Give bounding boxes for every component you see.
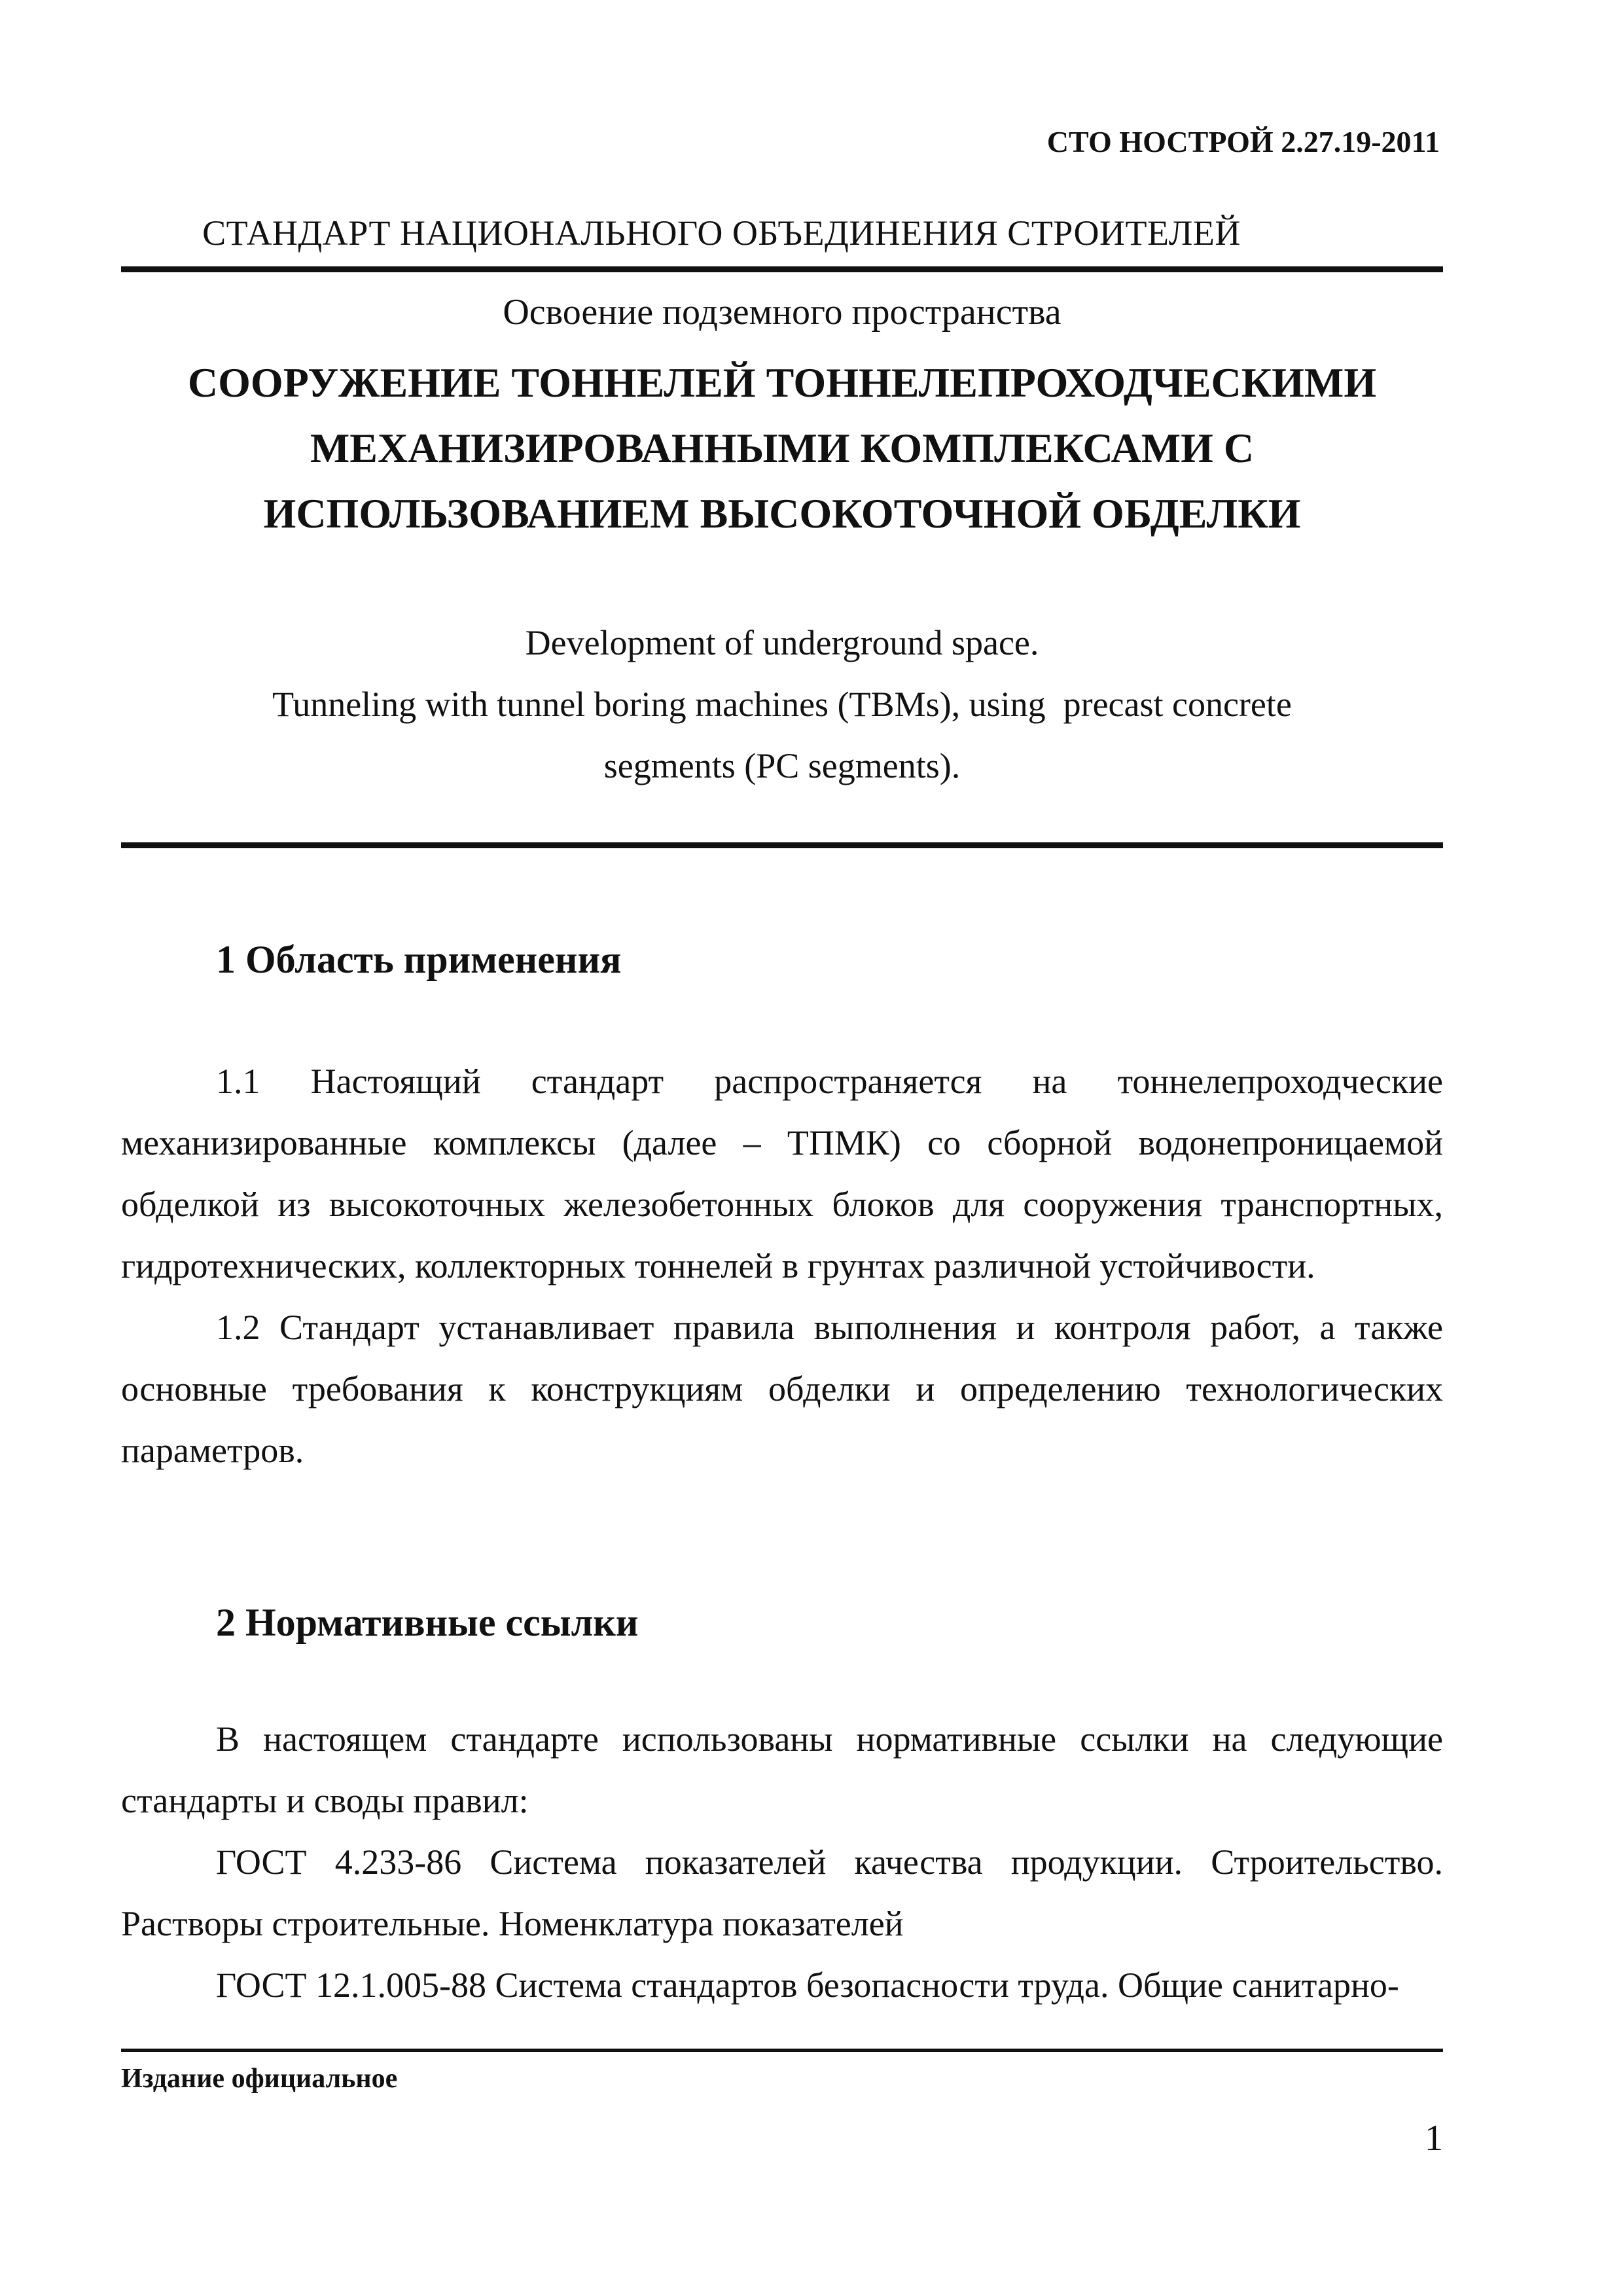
header-divider (121, 266, 1443, 272)
page-number: 1 (1425, 2118, 1443, 2159)
edition-label: Издание официальное (121, 2064, 398, 2094)
section-2-heading: 2 Нормативные ссылки (216, 1601, 639, 1644)
english-title-line-2: Tunneling with tunnel boring machines (TBMs), using precast concrete (272, 685, 1292, 724)
main-title-line-1: СООРУЖЕНИЕ ТОННЕЛЕЙ ТОННЕЛЕПРОХОДЧЕСКИМИ (187, 359, 1377, 406)
footer-divider (121, 2049, 1443, 2052)
document-main-title (121, 350, 1443, 547)
english-title (121, 612, 1443, 797)
document-code: СТО НОСТРОЙ 2.27.19-2011 (1046, 125, 1440, 158)
organization-title: СТАНДАРТ НАЦИОНАЛЬНОГО ОБЪЕДИНЕНИЯ СТРОИТЕЛЕЙ (202, 213, 1241, 253)
main-title-line-2: МЕХАНИЗИРОВАННЫМИ КОМПЛЕКСАМИ С (310, 425, 1255, 471)
section-1-heading: 1 Область применения (216, 938, 622, 981)
section-2-reference-gost-4-233-86: ГОСТ 4.233-86 Система показателей качества продукции. Строительство. Растворы строительные. Номенклатура показателей (121, 1842, 1443, 1943)
section-1-paragraph-2: 1.2 Стандарт устанавливает правила выполнения и контроля работ, а также основные требования к конструкциям обделки и определению технологических параметров. (121, 1308, 1443, 1470)
section-1-paragraph-1: 1.1 Настоящий стандарт распространяется на тоннелепроходческие механизированные комплексы (далее – ТПМК) со сборной водонепроницаемой обделкой из высокоточных железобетонных блоков для сооружения транспортных, гидротехнических, коллекторных тоннелей в грунтах различной устойчивости. (121, 1062, 1443, 1285)
main-title-line-3: ИСПОЛЬЗОВАНИЕМ ВЫСОКОТОЧНОЙ ОБДЕЛКИ (263, 490, 1301, 537)
title-divider (121, 842, 1443, 848)
english-title-line-3: segments (PC segments). (603, 746, 961, 785)
document-subtitle: Освоение подземного пространства (503, 292, 1061, 332)
section-2-reference-gost-12-1-005-88: ГОСТ 12.1.005-88 Система стандартов безопасности труда. Общие санитарно- (216, 1965, 1399, 2005)
english-title-line-1: Development of underground space. (525, 623, 1039, 662)
section-2-paragraph-1: В настоящем стандарте использованы нормативные ссылки на следующие стандарты и своды правил: (121, 1719, 1443, 1820)
